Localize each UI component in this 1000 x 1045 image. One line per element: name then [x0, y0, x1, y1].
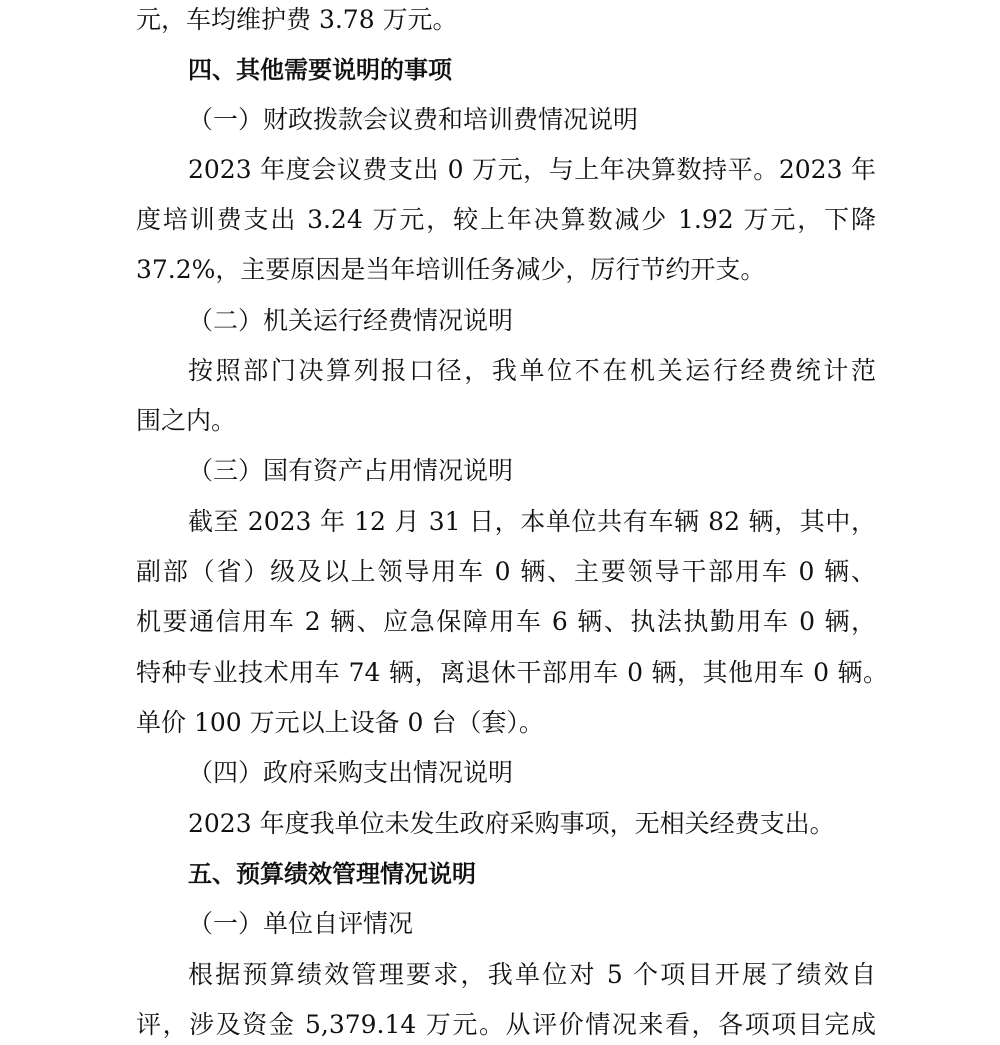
paragraph-line: 机要通信用车 2 辆、应急保障用车 6 辆、执法执勤用车 0 辆， — [136, 607, 876, 636]
paragraph-line: 围之内。 — [136, 406, 237, 435]
paragraph-line: 37.2%，主要原因是当年培训任务减少，厉行节约开支。 — [136, 255, 766, 284]
subsection-heading-state-assets: （三）国有资产占用情况说明 — [188, 456, 514, 485]
paragraph-line: 元，车均维护费 3.78 万元。 — [136, 5, 458, 34]
paragraph-line: 评，涉及资金 5,379.14 万元。从评价情况来看，各项项目完成 — [136, 1010, 876, 1039]
subsection-heading-meeting-training: （一）财政拨款会议费和培训费情况说明 — [188, 105, 639, 134]
subsection-heading-self-evaluation: （一）单位自评情况 — [188, 909, 414, 938]
paragraph-line: 单价 100 万元以上设备 0 台（套）。 — [136, 708, 544, 737]
paragraph-line: 按照部门决算列报口径，我单位不在机关运行经费统计范 — [188, 356, 876, 385]
paragraph-line: 2023 年度我单位未发生政府采购事项，无相关经费支出。 — [188, 809, 835, 838]
paragraph-line: 副部（省）级及以上领导用车 0 辆、主要领导干部用车 0 辆、 — [136, 557, 876, 586]
section-heading-performance: 五、预算绩效管理情况说明 — [188, 860, 476, 888]
subsection-heading-procurement: （四）政府采购支出情况说明 — [188, 758, 514, 787]
paragraph-line: 度培训费支出 3.24 万元，较上年决算数减少 1.92 万元，下降 — [136, 205, 876, 234]
paragraph-line: 特种专业技术用车 74 辆，离退休干部用车 0 辆，其他用车 0 辆。 — [136, 658, 888, 687]
subsection-heading-operating-funds: （二）机关运行经费情况说明 — [188, 306, 514, 335]
section-heading-other-matters: 四、其他需要说明的事项 — [188, 56, 452, 84]
paragraph-line: 根据预算绩效管理要求，我单位对 5 个项目开展了绩效自 — [188, 960, 876, 989]
paragraph-line: 2023 年度会议费支出 0 万元，与上年决算数持平。2023 年 — [188, 155, 876, 184]
paragraph-line: 截至 2023 年 12 月 31 日，本单位共有车辆 82 辆，其中， — [188, 507, 876, 536]
